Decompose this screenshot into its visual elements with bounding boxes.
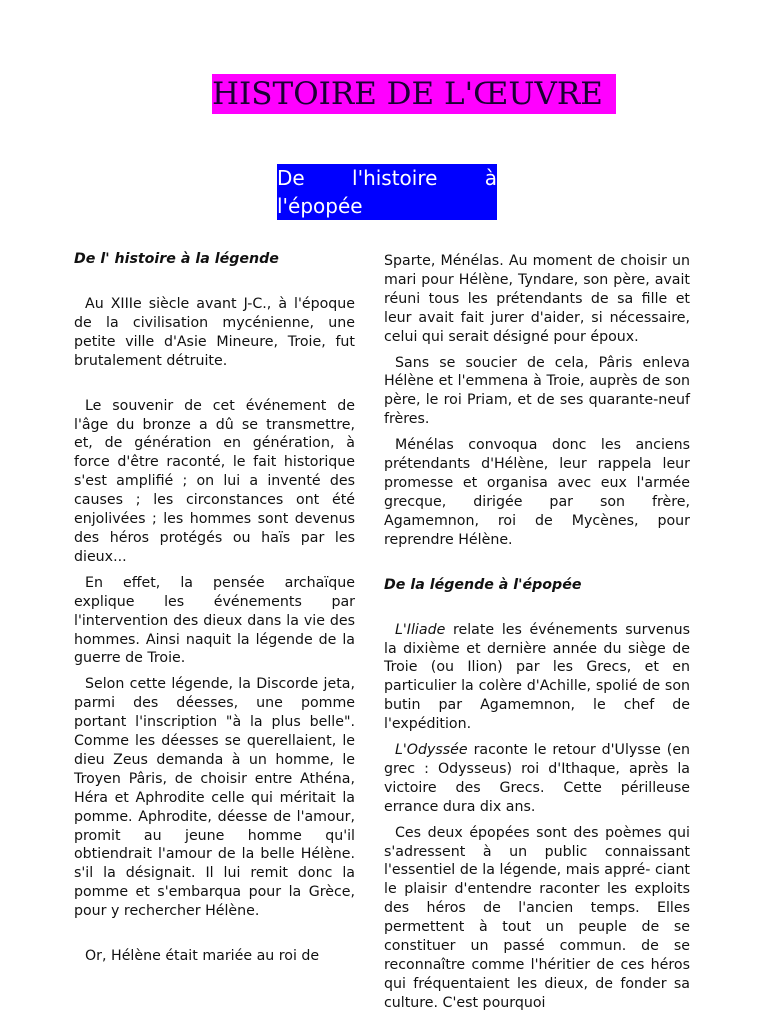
paragraph: Le souvenir de cet événement de l'âge du bronze a dû se transmettre, et, de génération en génération, à force d'être raconté, le fait historique s'est amplifié ; on lui a inventé des causes ; les circonstances ont été enjolivées ; les hommes sont devenus des héros protégés ou haïs par les dieux... [74,397,355,565]
paragraph: Selon cette légende, la Discorde jeta, parmi des déesses, une pomme portant l'inscription "à la plus belle". Comme les déesses se querellaient, le dieu Zeus demanda à un homme, le Troyen Pâris, de choisir entre Athéna, Héra et Aphrodite celle qui méritait la pomme. Aphrodite, déesse de l'amour, promit au jeune homme qu'il obtiendrait l'amour de la belle Hélène. s'il la désignait. Il lui remit donc la pomme et s'embarqua pour la Grèce, pour y rechercher Hélène. [74,676,355,920]
paragraph: En effet, la pensée archaïque explique les événements par l'intervention des dieux dans la vie des hommes. Ainsi naquit la légende de la guerre de Troie. [74,574,355,667]
paragraph-odyssey [384,741,690,817]
section-heading-history: De l' histoire à la légende [74,251,279,267]
page-title: HISTOIRE DE L'ŒUVRE [212,74,616,114]
left-column [74,250,355,966]
paragraph: Sparte, Ménélas. Au moment de choisir un mari pour Hélène, Tyndare, son père, avait réuni tous les prétendants de sa fille et leur avait fait jurer d'aider, si nécessaire, celui qui serait désigné pour époux. [384,253,690,345]
paragraph-iliad [384,621,690,734]
iliad-title: L'Iliade [395,621,446,638]
paragraph: Sans se soucier de cela, Pâris enleva Hélène et l'emmena à Troie, auprès de son père, le roi Priam, et de ses quarante-neuf frères. [384,354,690,428]
odyssey-text: raconte le retour d'Ulysse (en grec : Odysseus) roi d'Ithaque, après la victoire des Grecs. Cette périlleuse errance dura dix ans. [384,742,690,815]
page-subtitle: De l'histoire à l'épopée [277,166,497,218]
iliad-text: relate les événements survenus la dixième et dernière année du siège de Troie (ou Ilion) par les Grecs, et en particulier la colère d'Achille, spolié de son butin par Agamemnon, le chef de l'expédition. [384,621,690,733]
odyssey-title: L'Odyssée [395,742,468,759]
paragraph: Ces deux épopées sont des poèmes qui s'adressent à un public connaissant l'essentiel de la légende, mais appré- ciant le plaisir d'entendre raconter les exploits des héros de l'ancien temps. Elles permettent à tout un peuple de se constituer un passé commun. de se reconnaître comme l'héritier de ces héros qui fréquentaient les dieux, de fonder sa culture. C'est pourquoi [384,824,690,1011]
paragraph: Or, Hélène était mariée au roi de [85,948,320,965]
section-heading-epic: De la légende à l'épopée [384,576,582,593]
paragraph: Au XIIIe siècle avant J-C., à l'époque de la civilisation mycénienne, une petite ville d'Asie Mineure, Troie, fut brutalement détruite. [74,296,355,369]
paragraph: Ménélas convoqua donc les anciens prétendants d'Hélène, leur rappela leur promesse et organisa avec eux l'armée grecque, dirigée par son frère, Agamemnon, roi de Mycènes, pour reprendre Hélène. [384,437,690,548]
right-column [384,252,690,1013]
